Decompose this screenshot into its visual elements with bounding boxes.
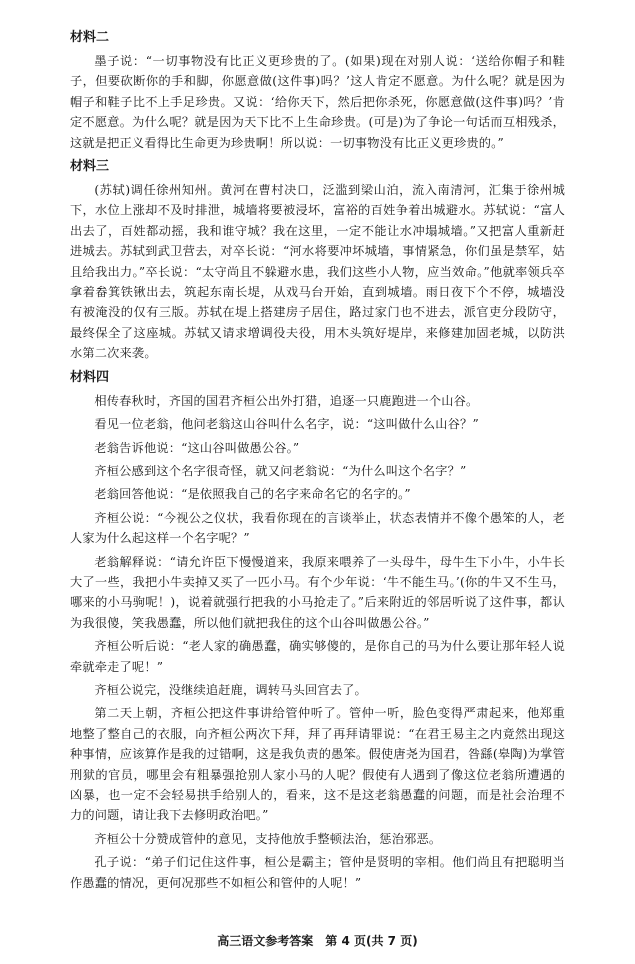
paragraph: 齐桓公感到这个名字很奇怪，就又问老翁说：“为什么叫这个名字？” bbox=[94, 463, 467, 478]
page-footer: 高三语文参考答案 第 4 页(共 7 页) bbox=[217, 934, 418, 948]
paragraph: 齐桓公听后说：“老人家的确愚蠢，确实够傻的，是你自己的马为什么要让那年轻人说牵就牵走了呢！” bbox=[70, 639, 565, 674]
paragraph: 墨子说：“一切事物没有比正义更珍贵的了。(如果)现在对别人说：‘送给你帽子和鞋子，但要砍断你的手和脚，你愿意做(这件事)吗？’这人肯定不愿意。为什么呢？就是因为帽子和鞋子比不上手足珍贵。又说：‘给你天下，然后把你杀死，你愿意做(这件事)吗？’肯定不愿意。为什么呢？就是因为天下比不上生命珍贵。(可是)为了争论一句话而互相残杀，这就是把正义看得比生命更为珍贵啊！所以说：一切事物没有比正义更珍贵的。” bbox=[70, 54, 565, 150]
paragraph: 第二天上朝，齐桓公把这件事讲给管仲听了。管仲一听，脸色变得严肃起来，他郑重地整了整自己的衣服，向齐桓公两次下拜，拜了再拜请罪说：“在君王易主之内竟然出现这种事情，应该算作是我的过错啊，这是我负责的愚笨。假使唐尧为国君，咎繇(皋陶)为掌管刑狱的官员，哪里会有粗暴强抢别人家小马的人呢？假使有人遇到了像这位老翁所遭遇的凶暴，也一定不会轻易拱手给别人的，看来，这不是这老翁愚蠢的问题，而是社会治理不力的问题，请让我下去修明政治吧。” bbox=[70, 706, 565, 823]
paragraph: 孔子说：“弟子们记住这件事，桓公是霸主；管仲是贤明的宰相。他们尚且有把聪明当作愚蠢的情况，更何况那些不如桓公和管仲的人呢！” bbox=[70, 855, 565, 890]
paragraph: 相传春秋时，齐国的国君齐桓公出外打猎，追逐一只鹿跑进一个山谷。 bbox=[94, 393, 479, 408]
paragraph: 齐桓公十分赞成管仲的意见，支持他放手整顿法治，惩治邪恶。 bbox=[94, 831, 442, 846]
section-heading: 材料二 bbox=[70, 30, 110, 45]
section-heading: 材料四 bbox=[70, 369, 110, 385]
paragraph: 老翁回答他说：“是依照我自己的名字来命名它的名字的。” bbox=[94, 487, 411, 502]
paragraph: (苏轼)调任徐州知州。黄河在曹村决口，泛滥到梁山泊，流入南清河，汇集于徐州城下，水位上涨却不及时排泄，城墙将要被浸坏，富裕的百姓争着出城避水。苏轼说：“富人出去了，百姓都动摇，我和谁守城？我在这里，一定不能让水冲塌城墙。”又把富人重新赶进城去。苏轼到武卫营去，对卒长说：“河水将要冲坏城墙，事情紧急，你们虽是禁军，姑且给我出力。”卒长说：“太守尚且不躲避水患，我们这些小人物，应当效命。”他就率领兵卒拿着畚箕铁锹出去，筑起东南长堤，从戏马台开始，直到城墙。雨日夜下个不停，城墙没有被淹没的仅有三版。苏轼在堤上搭建房子居住，路过家门也不进去，派官吏分段防守，最终保全了这座城。苏轼又请求增调役夫役，用木头筑好堤岸，来修建加固老城，以防洪水第二次来袭。 bbox=[70, 183, 565, 361]
section-heading: 材料三 bbox=[70, 159, 110, 175]
paragraph: 看见一位老翁，他问老翁这山谷叫什么名字，说：“这叫做什么山谷？” bbox=[94, 417, 479, 432]
section-material-3 bbox=[70, 157, 565, 364]
paragraph: 老翁解释说：“请允许臣下慢慢道来，我原来喂养了一头母牛，母牛生下小牛，小牛长大了一些，我把小牛卖掉又买了一匹小马。有个少年说：‘牛不能生马。’(你的牛又不生马，哪来的小马驹呢！)，说着就强行把我的小马抢走了。”后来附近的邻居听说了这件事，都认为我很傻，笑我愚蠢，所以他们就把我住的这个山谷叫做愚公谷。” bbox=[70, 554, 565, 630]
section-material-4 bbox=[70, 368, 565, 893]
section-material-2 bbox=[70, 28, 565, 153]
paragraph: 老翁告诉他说：“这山谷叫做愚公谷。” bbox=[94, 440, 300, 455]
paragraph: 齐桓公说：“今视公之仪状，我看你现在的言谈举止，状态表情并不像个愚笨的人，老人家为什么起这样一个名字呢？” bbox=[70, 510, 565, 546]
paragraph: 齐桓公说完，没继续追赶鹿，调转马头回宫去了。 bbox=[94, 682, 367, 697]
